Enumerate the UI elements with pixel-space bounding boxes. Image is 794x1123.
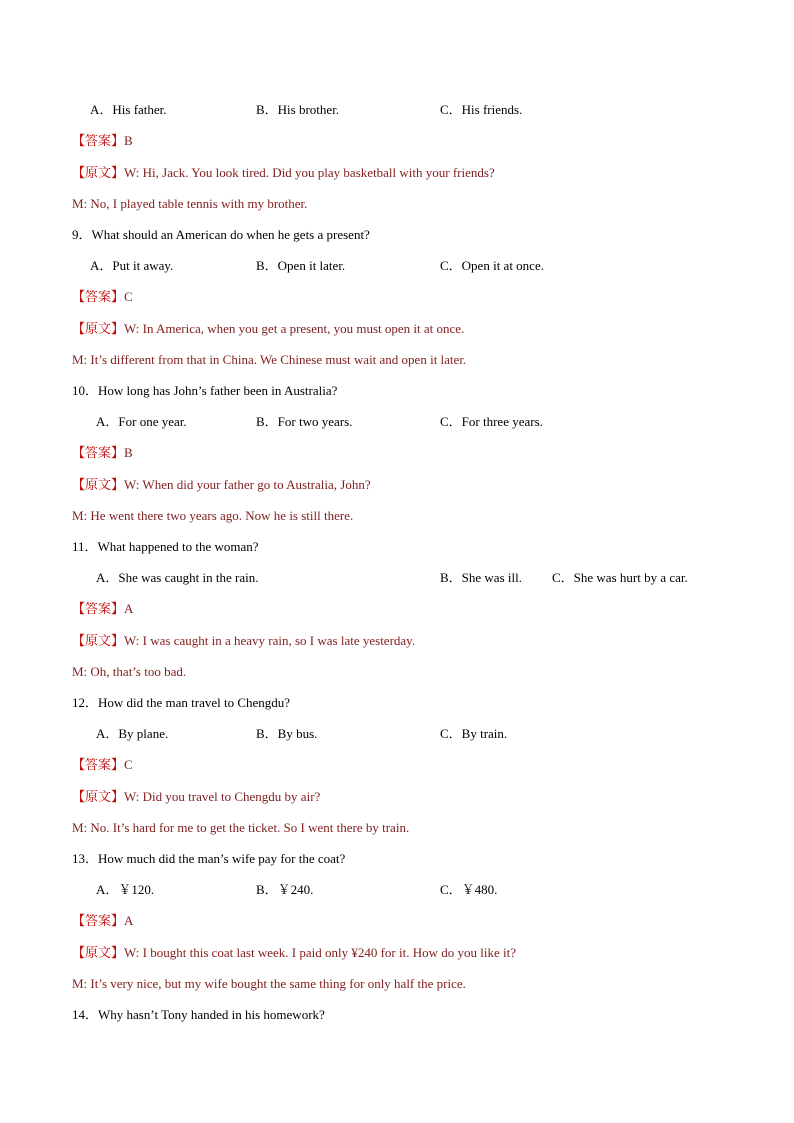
answer-option: B．His brother. — [256, 102, 340, 117]
transcript-text: M: Oh, that’s too bad. — [72, 664, 187, 679]
answer-value: B — [124, 445, 133, 460]
answer-option: C．By train. — [440, 726, 508, 741]
answer-option: A．Put it away. — [90, 258, 174, 273]
answer-value: C — [124, 757, 133, 772]
answer-line — [72, 445, 133, 461]
answer-tag: 【答案】 — [72, 601, 125, 616]
answer-value: B — [124, 133, 133, 148]
answer-option: B．￥240. — [256, 882, 314, 897]
answer-option: A．￥120. — [96, 882, 155, 897]
transcript-tag: 【原文】 — [72, 165, 125, 180]
transcript-text: M: It’s different from that in China. We Chinese must wait and open it later. — [72, 352, 467, 367]
answer-line — [72, 133, 133, 149]
answer-line — [72, 757, 133, 773]
answer-tag: 【答案】 — [72, 133, 125, 148]
transcript-tag: 【原文】 — [72, 633, 125, 648]
answer-line — [72, 289, 133, 305]
answer-tag: 【答案】 — [72, 913, 125, 928]
answer-value: C — [124, 289, 133, 304]
question-text: 9．What should an American do when he gets a present? — [72, 227, 370, 242]
answer-tag: 【答案】 — [72, 757, 125, 772]
answer-option: A．His father. — [90, 102, 167, 117]
answer-value: A — [124, 601, 134, 616]
transcript-text: M: No. It’s hard for me to get the ticket. So I went there by train. — [72, 820, 410, 835]
transcript-text: W: I bought this coat last week. I paid only ¥240 for it. How do you like it? — [124, 945, 516, 960]
question-text: 14．Why hasn’t Tony handed in his homework? — [72, 1007, 325, 1022]
transcript-tag: 【原文】 — [72, 477, 125, 492]
transcript-text: W: Hi, Jack. You look tired. Did you play basketball with your friends? — [124, 165, 495, 180]
answer-option: B．By bus. — [256, 726, 318, 741]
transcript-tag: 【原文】 — [72, 945, 125, 960]
transcript-text: W: When did your father go to Australia, John? — [124, 477, 371, 492]
answer-option: A．She was caught in the rain. — [96, 570, 259, 585]
transcript-text: W: Did you travel to Chengdu by air? — [124, 789, 321, 804]
answer-option: A．By plane. — [96, 726, 169, 741]
answer-option: C．She was hurt by a car. — [552, 570, 688, 585]
transcript-tag: 【原文】 — [72, 789, 125, 804]
transcript-tag: 【原文】 — [72, 321, 125, 336]
transcript-line — [72, 477, 371, 493]
answer-tag: 【答案】 — [72, 445, 125, 460]
transcript-text: W: I was caught in a heavy rain, so I was late yesterday. — [124, 633, 416, 648]
answer-line — [72, 601, 133, 617]
answer-option: A．For one year. — [96, 414, 187, 429]
transcript-line — [72, 321, 464, 337]
answer-value: A — [124, 913, 134, 928]
transcript-text: M: He went there two years ago. Now he is still there. — [72, 508, 354, 523]
question-text: 11．What happened to the woman? — [72, 539, 259, 554]
question-text: 12．How did the man travel to Chengdu? — [72, 695, 291, 710]
answer-option: C．His friends. — [440, 102, 523, 117]
transcript-text: M: It’s very nice, but my wife bought the same thing for only half the price. — [72, 976, 466, 991]
question-text: 13．How much did the man’s wife pay for the coat? — [72, 851, 346, 866]
answer-option: B．She was ill. — [440, 570, 522, 585]
transcript-line — [72, 633, 415, 649]
answer-line — [72, 913, 133, 929]
transcript-line — [72, 789, 320, 805]
transcript-line — [72, 945, 516, 961]
answer-option: C．For three years. — [440, 414, 543, 429]
question-text: 10．How long has John’s father been in Australia? — [72, 383, 338, 398]
answer-option: C．Open it at once. — [440, 258, 544, 273]
transcript-text: M: No, I played table tennis with my brother. — [72, 196, 308, 211]
answer-option: C．￥480. — [440, 882, 498, 897]
answer-tag: 【答案】 — [72, 289, 125, 304]
answer-option: B．Open it later. — [256, 258, 346, 273]
answer-option: B．For two years. — [256, 414, 353, 429]
transcript-line — [72, 165, 495, 181]
transcript-text: W: In America, when you get a present, you must open it at once. — [124, 321, 465, 336]
